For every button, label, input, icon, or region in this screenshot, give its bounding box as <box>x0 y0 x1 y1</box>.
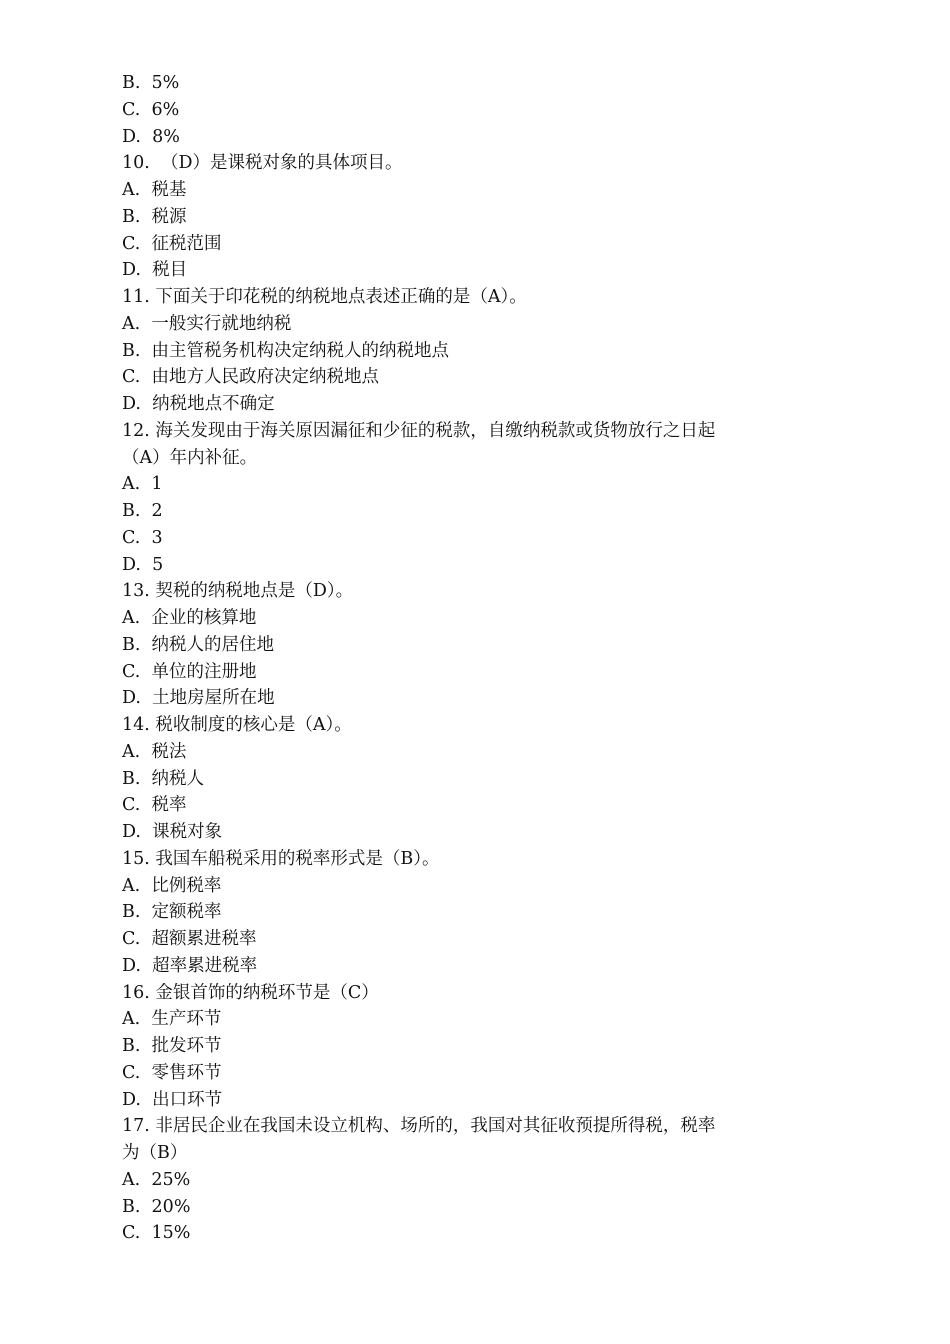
option-line: C. 税率 <box>122 795 187 816</box>
option-line: C. 15% <box>122 1223 191 1244</box>
page-content <box>122 70 822 1247</box>
option-line: D. 纳税地点不确定 <box>122 394 275 414</box>
option-line: D. 5 <box>122 554 164 575</box>
question-line: 17. 非居民企业在我国未设立机构、场所的，我国对其征收预提所得税，税率 <box>122 1116 716 1137</box>
option-line: C. 超额累进税率 <box>122 929 257 949</box>
option-line: B. 定额税率 <box>122 902 222 923</box>
option-line: B. 5% <box>122 73 180 93</box>
option-line: B. 税源 <box>122 206 187 227</box>
option-line: A. 比例税率 <box>122 875 222 896</box>
option-line: C. 零售环节 <box>122 1062 222 1083</box>
option-line: A. 生产环节 <box>122 1009 222 1030</box>
question-line: 16. 金银首饰的纳税环节是（C） <box>122 982 379 1003</box>
option-line: B. 纳税人 <box>122 768 205 789</box>
question-continuation-line: （A）年内补征。 <box>122 447 258 468</box>
question-line: 12. 海关发现由于海关原因漏征和少征的税款，自缴纳税款或货物放行之日起 <box>122 420 716 441</box>
option-line: A. 税基 <box>122 180 187 200</box>
option-line: D. 出口环节 <box>122 1089 223 1110</box>
option-line: A. 税法 <box>122 741 187 762</box>
option-line: B. 由主管税务机构决定纳税人的纳税地点 <box>122 340 450 361</box>
question-line: 10. （D）是课税对象的具体项目。 <box>122 153 403 174</box>
question-line: 13. 契税的纳税地点是（D）。 <box>122 581 354 602</box>
option-line: D. 税目 <box>122 260 188 281</box>
option-line: B. 20% <box>122 1196 191 1217</box>
option-line: C. 由地方人民政府决定纳税地点 <box>122 367 379 388</box>
option-line: A. 一般实行就地纳税 <box>122 313 292 334</box>
option-line: A. 25% <box>122 1169 191 1190</box>
option-line: D. 土地房屋所在地 <box>122 688 275 709</box>
option-line: C. 征税范围 <box>122 233 222 254</box>
option-line: D. 8% <box>122 126 180 147</box>
option-line: D. 课税对象 <box>122 822 223 842</box>
option-line: B. 2 <box>122 501 163 521</box>
option-line: C. 3 <box>122 527 163 548</box>
option-line: C. 单位的注册地 <box>122 661 257 682</box>
option-line: B. 批发环节 <box>122 1036 222 1056</box>
question-line: 15. 我国车船税采用的税率形式是（B）。 <box>122 848 440 869</box>
option-line: C. 6% <box>122 99 180 120</box>
question-line: 11. 下面关于印花税的纳税地点表述正确的是（A）。 <box>122 287 527 307</box>
question-continuation-line: 为（B） <box>122 1143 188 1163</box>
question-line: 14. 税收制度的核心是（A）。 <box>122 715 352 735</box>
option-line: B. 纳税人的居住地 <box>122 634 275 655</box>
option-line: D. 超率累进税率 <box>122 955 258 976</box>
option-line: A. 企业的核算地 <box>122 608 257 628</box>
option-line: A. 1 <box>122 474 163 495</box>
